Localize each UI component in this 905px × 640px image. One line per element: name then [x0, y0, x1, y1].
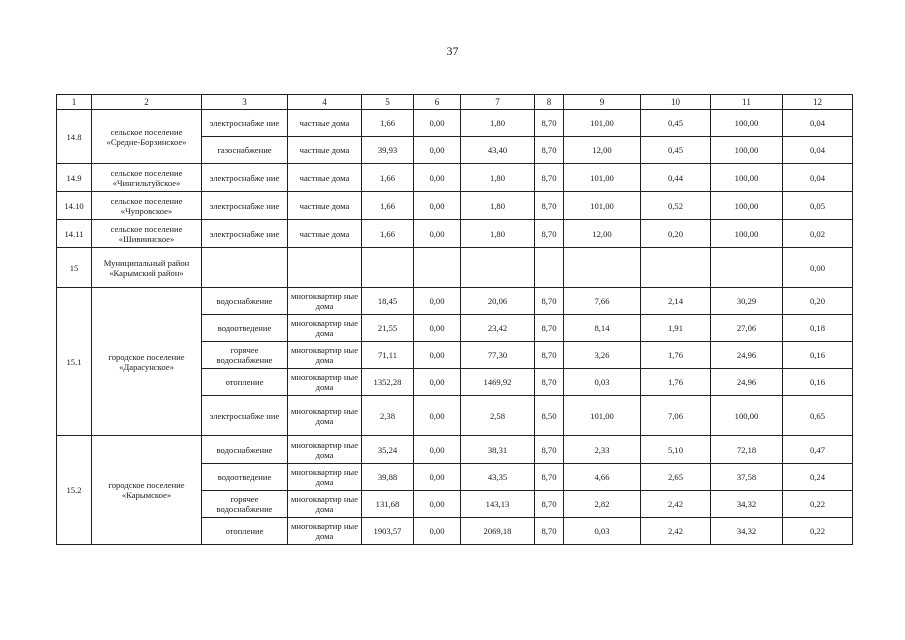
value-col-9: 0,03 [564, 369, 641, 396]
value-col-8: 8,70 [535, 518, 564, 545]
table-row [57, 164, 853, 192]
value-col-10: 1,91 [641, 315, 711, 342]
value-col-7: 23,42 [461, 315, 535, 342]
column-header-10: 10 [641, 95, 711, 110]
value-col-7: 43,35 [461, 464, 535, 491]
value-col-8: 8,70 [535, 315, 564, 342]
utility-service [202, 248, 288, 288]
value-col-12: 0,05 [783, 192, 853, 220]
table-row [57, 436, 853, 464]
value-col-8: 8,70 [535, 464, 564, 491]
value-col-5: 1,66 [362, 192, 414, 220]
value-col-6: 0,00 [414, 137, 461, 164]
column-header-8: 8 [535, 95, 564, 110]
settlement-name: городское поселение «Дарасунское» [92, 288, 202, 436]
value-col-5 [362, 248, 414, 288]
value-col-6 [414, 248, 461, 288]
value-col-6: 0,00 [414, 220, 461, 248]
row-number: 14.11 [57, 220, 92, 248]
value-col-9: 2,33 [564, 436, 641, 464]
column-header-7: 7 [461, 95, 535, 110]
value-col-8: 8,70 [535, 491, 564, 518]
value-col-12: 0,04 [783, 137, 853, 164]
value-col-8: 8,70 [535, 220, 564, 248]
column-header-6: 6 [414, 95, 461, 110]
value-col-5: 1352,28 [362, 369, 414, 396]
value-col-9: 2,82 [564, 491, 641, 518]
value-col-6: 0,00 [414, 110, 461, 137]
housing-type: многоквартир ные дома [288, 464, 362, 491]
value-col-8 [535, 248, 564, 288]
row-number: 14.8 [57, 110, 92, 164]
value-col-7: 1,80 [461, 220, 535, 248]
value-col-6: 0,00 [414, 436, 461, 464]
value-col-7: 43,40 [461, 137, 535, 164]
housing-type: многоквартир ные дома [288, 491, 362, 518]
value-col-12: 0,20 [783, 288, 853, 315]
value-col-8: 8,70 [535, 342, 564, 369]
value-col-9: 101,00 [564, 164, 641, 192]
page-number: 37 [446, 44, 459, 58]
housing-type: многоквартир ные дома [288, 518, 362, 545]
value-col-6: 0,00 [414, 164, 461, 192]
value-col-11: 34,32 [711, 518, 783, 545]
utility-service: водоотведение [202, 464, 288, 491]
column-header-9: 9 [564, 95, 641, 110]
value-col-10: 2,42 [641, 491, 711, 518]
value-col-6: 0,00 [414, 315, 461, 342]
housing-type: частные дома [288, 220, 362, 248]
housing-type: многоквартир ные дома [288, 436, 362, 464]
value-col-5: 1,66 [362, 110, 414, 137]
value-col-10: 0,44 [641, 164, 711, 192]
value-col-12: 0,04 [783, 110, 853, 137]
settlement-name: Муниципальный район «Карымский район» [92, 248, 202, 288]
value-col-6: 0,00 [414, 192, 461, 220]
value-col-6: 0,00 [414, 396, 461, 436]
value-col-11: 37,58 [711, 464, 783, 491]
row-number: 15.2 [57, 436, 92, 545]
utility-service: электроснабже ние [202, 110, 288, 137]
value-col-6: 0,00 [414, 369, 461, 396]
value-col-8: 8,50 [535, 396, 564, 436]
value-col-11: 34,32 [711, 491, 783, 518]
value-col-11: 24,96 [711, 342, 783, 369]
value-col-12: 0,16 [783, 342, 853, 369]
utility-service: электроснабже ние [202, 220, 288, 248]
value-col-9: 101,00 [564, 110, 641, 137]
utility-service: горячее водоснабжение [202, 342, 288, 369]
value-col-5: 35,24 [362, 436, 414, 464]
value-col-12: 0,22 [783, 518, 853, 545]
housing-type [288, 248, 362, 288]
utility-service: электроснабже ние [202, 164, 288, 192]
value-col-12: 0,65 [783, 396, 853, 436]
value-col-5: 39,93 [362, 137, 414, 164]
housing-type: многоквартир ные дома [288, 315, 362, 342]
value-col-10: 2,65 [641, 464, 711, 491]
value-col-9: 0,03 [564, 518, 641, 545]
utility-service: горячее водоснабжение [202, 491, 288, 518]
value-col-12: 0,24 [783, 464, 853, 491]
settlement-name: сельское поселение «Чингильтуйское» [92, 164, 202, 192]
utility-service: газоснабжение [202, 137, 288, 164]
value-col-8: 8,70 [535, 192, 564, 220]
housing-type: частные дома [288, 164, 362, 192]
value-col-10 [641, 248, 711, 288]
column-header-5: 5 [362, 95, 414, 110]
value-col-10: 2,14 [641, 288, 711, 315]
housing-type: многоквартир ные дома [288, 342, 362, 369]
table-row [57, 110, 853, 137]
table-row [57, 248, 853, 288]
value-col-7 [461, 248, 535, 288]
value-col-9: 101,00 [564, 192, 641, 220]
value-col-11: 100,00 [711, 164, 783, 192]
value-col-8: 8,70 [535, 369, 564, 396]
value-col-12: 0,02 [783, 220, 853, 248]
table-row [57, 288, 853, 315]
value-col-6: 0,00 [414, 342, 461, 369]
value-col-5: 1,66 [362, 220, 414, 248]
value-col-11: 24,96 [711, 369, 783, 396]
row-number: 14.10 [57, 192, 92, 220]
value-col-10: 0,52 [641, 192, 711, 220]
table-row [57, 192, 853, 220]
value-col-6: 0,00 [414, 464, 461, 491]
value-col-10: 0,45 [641, 110, 711, 137]
value-col-5: 131,68 [362, 491, 414, 518]
table-row [57, 220, 853, 248]
value-col-9: 101,00 [564, 396, 641, 436]
value-col-12: 0,18 [783, 315, 853, 342]
value-col-7: 77,30 [461, 342, 535, 369]
value-col-8: 8,70 [535, 137, 564, 164]
utility-service: отопление [202, 369, 288, 396]
housing-type: многоквартир ные дома [288, 288, 362, 315]
column-header-3: 3 [202, 95, 288, 110]
value-col-11: 100,00 [711, 220, 783, 248]
value-col-10: 5,10 [641, 436, 711, 464]
value-col-12: 0,22 [783, 491, 853, 518]
settlement-name: сельское поселение «Чупровское» [92, 192, 202, 220]
value-col-8: 8,70 [535, 436, 564, 464]
value-col-7: 1,80 [461, 164, 535, 192]
utility-service: водоснабжение [202, 288, 288, 315]
value-col-7: 143,13 [461, 491, 535, 518]
housing-type: частные дома [288, 110, 362, 137]
value-col-6: 0,00 [414, 491, 461, 518]
value-col-11: 100,00 [711, 137, 783, 164]
value-col-7: 20,06 [461, 288, 535, 315]
value-col-8: 8,70 [535, 288, 564, 315]
value-col-10: 0,45 [641, 137, 711, 164]
value-col-5: 1,66 [362, 164, 414, 192]
value-col-8: 8,70 [535, 164, 564, 192]
row-number: 14.9 [57, 164, 92, 192]
value-col-9: 4,66 [564, 464, 641, 491]
settlement-name: сельское поселение «Средне-Борзинское» [92, 110, 202, 164]
row-number: 15.1 [57, 288, 92, 436]
housing-type: многоквартир ные дома [288, 369, 362, 396]
utility-service: электроснабже ние [202, 192, 288, 220]
value-col-5: 2,38 [362, 396, 414, 436]
value-col-11: 100,00 [711, 110, 783, 137]
value-col-7: 1469,92 [461, 369, 535, 396]
value-col-12: 0,00 [783, 248, 853, 288]
value-col-6: 0,00 [414, 288, 461, 315]
value-col-5: 1903,57 [362, 518, 414, 545]
value-col-7: 2,58 [461, 396, 535, 436]
housing-type: частные дома [288, 137, 362, 164]
data-table [56, 94, 853, 545]
value-col-7: 38,31 [461, 436, 535, 464]
value-col-12: 0,04 [783, 164, 853, 192]
settlement-name: сельское поселение «Шивиинское» [92, 220, 202, 248]
value-col-9 [564, 248, 641, 288]
housing-type: частные дома [288, 192, 362, 220]
header-row [57, 95, 853, 110]
value-col-11: 100,00 [711, 396, 783, 436]
utility-service: отопление [202, 518, 288, 545]
value-col-6: 0,00 [414, 518, 461, 545]
value-col-10: 7,06 [641, 396, 711, 436]
value-col-9: 12,00 [564, 220, 641, 248]
value-col-10: 1,76 [641, 369, 711, 396]
settlement-name: городское поселение «Карымское» [92, 436, 202, 545]
value-col-9: 8,14 [564, 315, 641, 342]
column-header-2: 2 [92, 95, 202, 110]
column-header-12: 12 [783, 95, 853, 110]
value-col-11: 30,29 [711, 288, 783, 315]
value-col-12: 0,47 [783, 436, 853, 464]
value-col-7: 1,80 [461, 110, 535, 137]
value-col-5: 21,55 [362, 315, 414, 342]
value-col-5: 39,88 [362, 464, 414, 491]
column-header-11: 11 [711, 95, 783, 110]
column-header-1: 1 [57, 95, 92, 110]
value-col-12: 0,16 [783, 369, 853, 396]
utility-service: водоснабжение [202, 436, 288, 464]
value-col-10: 0,20 [641, 220, 711, 248]
value-col-11 [711, 248, 783, 288]
value-col-7: 1,80 [461, 192, 535, 220]
value-col-5: 71,11 [362, 342, 414, 369]
value-col-9: 3,26 [564, 342, 641, 369]
housing-type: многоквартир ные дома [288, 396, 362, 436]
value-col-5: 18,45 [362, 288, 414, 315]
value-col-10: 2,42 [641, 518, 711, 545]
row-number: 15 [57, 248, 92, 288]
column-header-4: 4 [288, 95, 362, 110]
utility-service: электроснабже ние [202, 396, 288, 436]
value-col-11: 72,18 [711, 436, 783, 464]
utility-service: водоотведение [202, 315, 288, 342]
value-col-11: 27,06 [711, 315, 783, 342]
value-col-8: 8,70 [535, 110, 564, 137]
value-col-7: 2069,18 [461, 518, 535, 545]
value-col-9: 7,66 [564, 288, 641, 315]
value-col-11: 100,00 [711, 192, 783, 220]
value-col-10: 1,76 [641, 342, 711, 369]
value-col-9: 12,00 [564, 137, 641, 164]
